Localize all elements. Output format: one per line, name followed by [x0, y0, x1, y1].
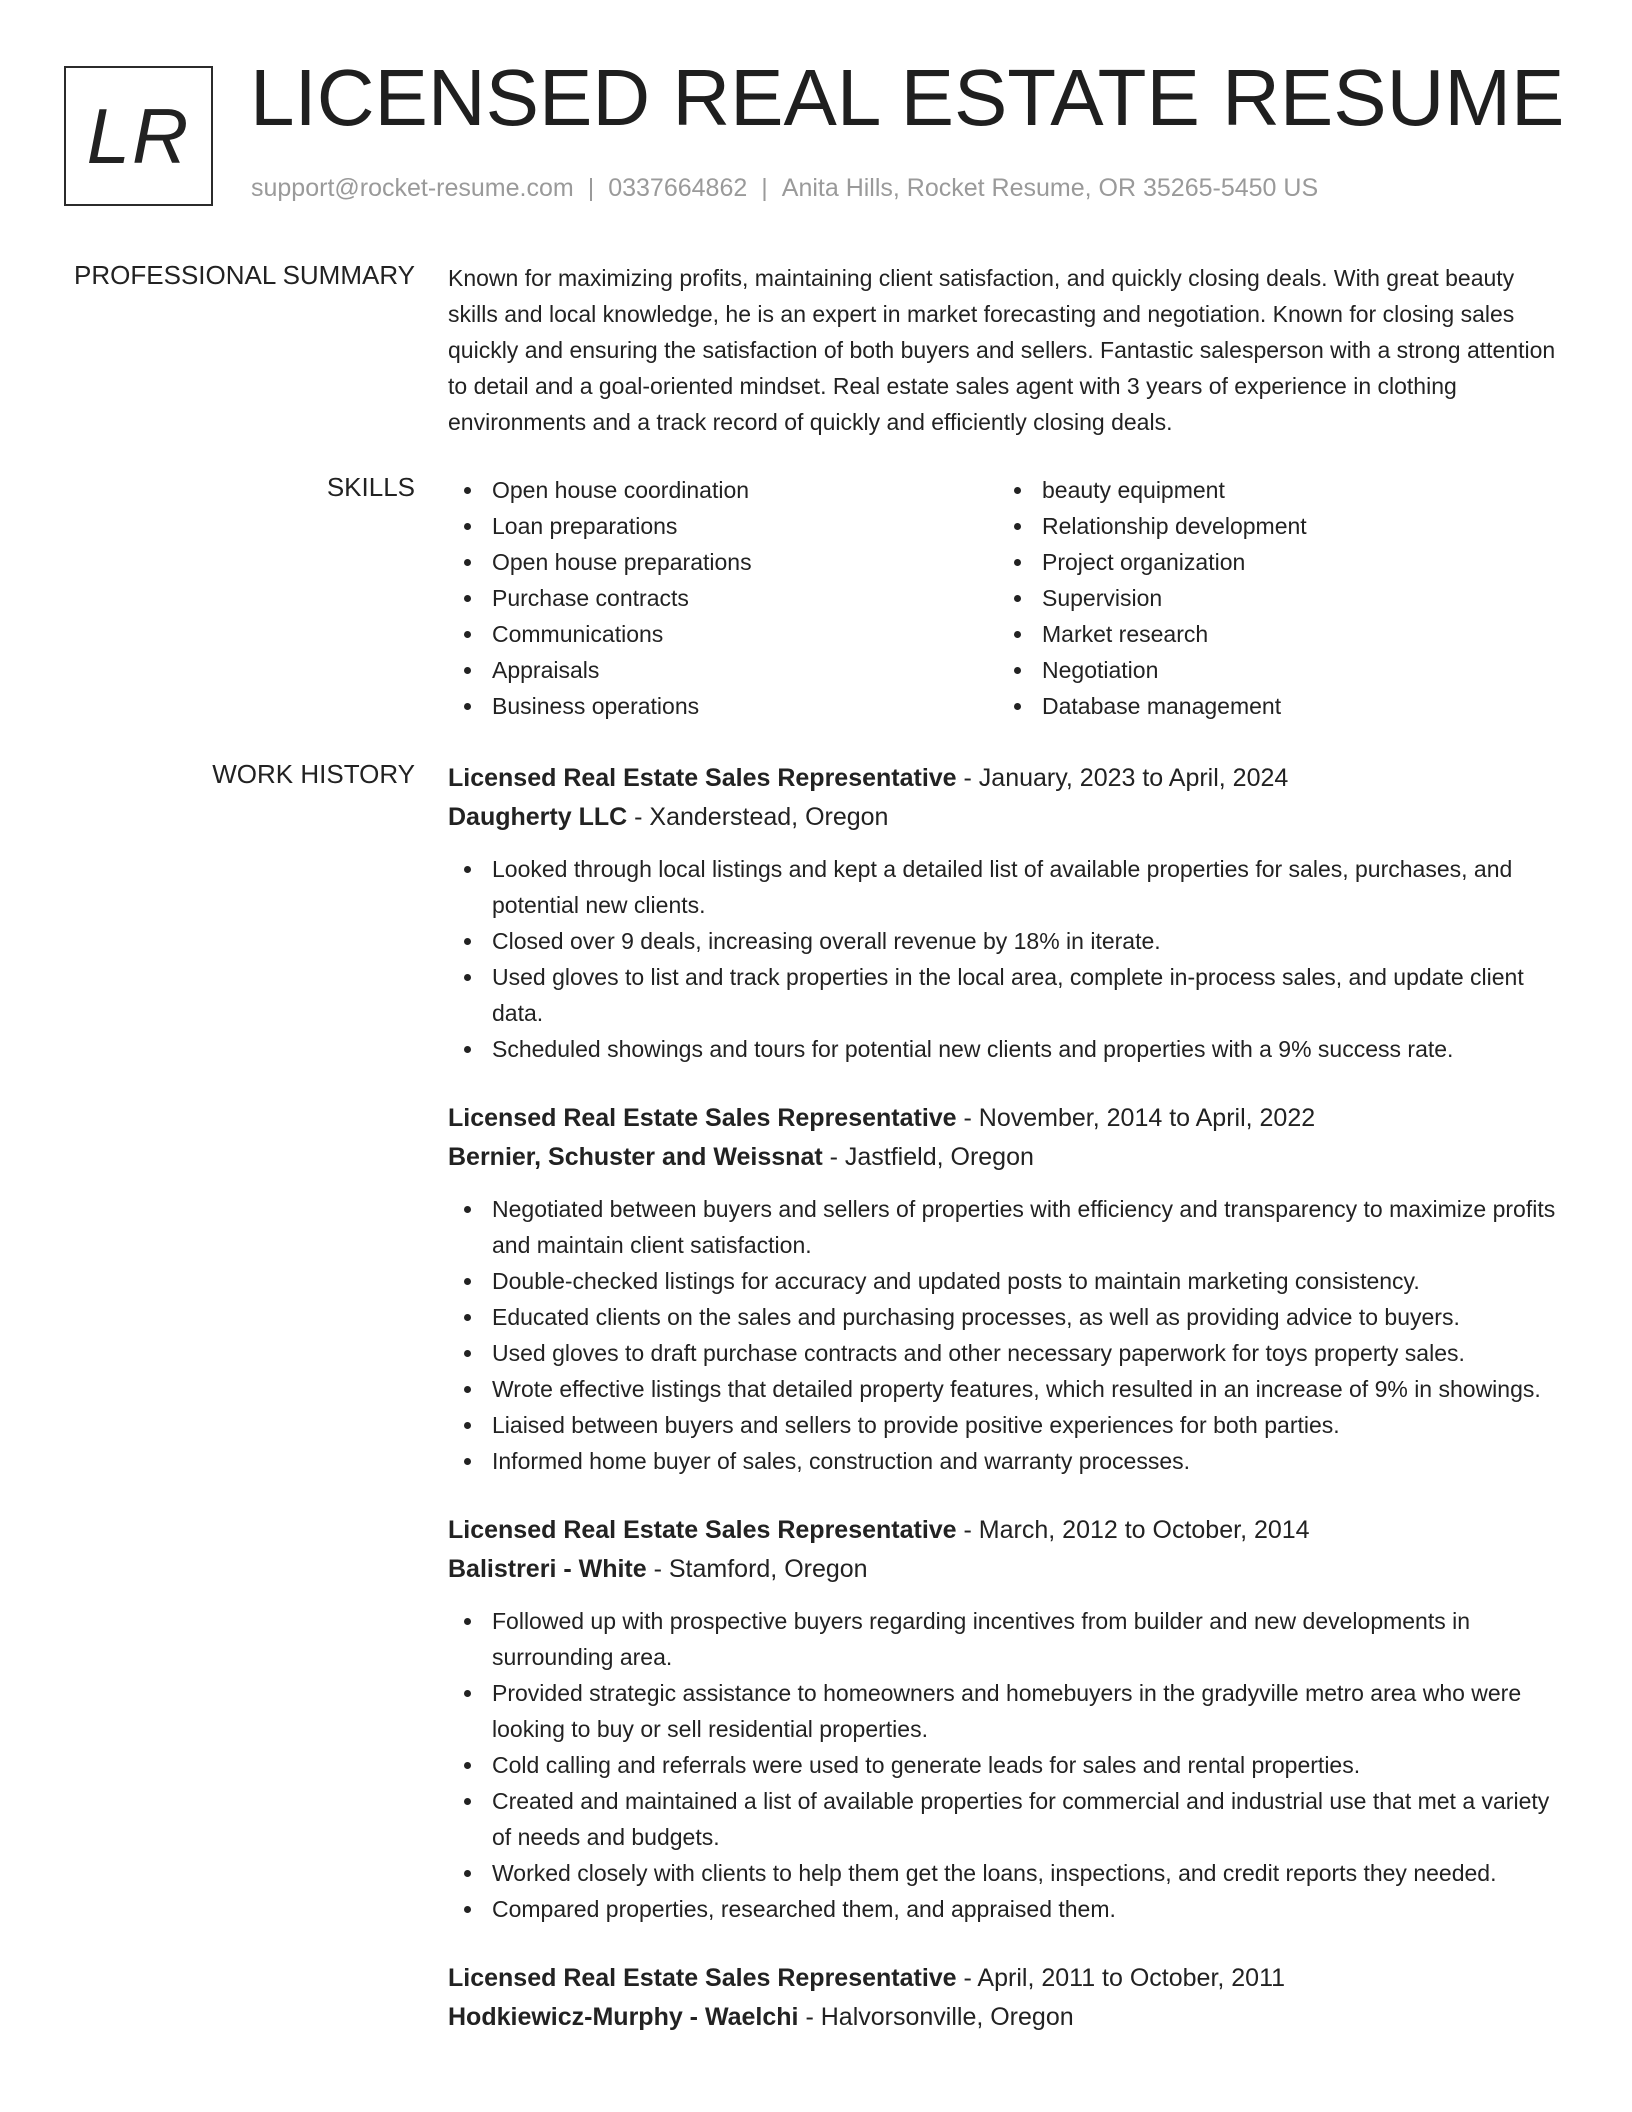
- job-company-line: [448, 1550, 1568, 1589]
- job-dates: - April, 2011 to October, 2011: [956, 1964, 1286, 1992]
- job-bullets: [448, 851, 1568, 1067]
- job-dates: - November, 2014 to April, 2022: [956, 1104, 1316, 1132]
- job-bullet: Used gloves to draft purchase contracts and other necessary paperwork for toys property sales.: [448, 1335, 1568, 1371]
- job-company: Daugherty LLC: [448, 803, 628, 831]
- job-bullets: [448, 1191, 1568, 1479]
- job-company: Hodkiewicz-Murphy - Waelchi: [448, 2003, 799, 2031]
- contact-line: [251, 174, 1318, 203]
- job-bullet: Used gloves to list and track properties in the local area, complete in-process sales, and update client data.: [448, 959, 1568, 1031]
- skill-item: Open house coordination: [448, 472, 998, 508]
- skill-item: Negotiation: [998, 652, 1548, 688]
- job-role: Licensed Real Estate Sales Representative: [448, 764, 957, 792]
- job-bullet: Created and maintained a list of available properties for commercial and industrial use that met a variety of needs and budgets.: [448, 1783, 1568, 1855]
- job-bullet: Compared properties, researched them, and appraised them.: [448, 1891, 1568, 1927]
- job-bullet: Looked through local listings and kept a detailed list of available properties for sales, purchases, and potential new clients.: [448, 851, 1568, 923]
- job-location: - Stamford, Oregon: [646, 1555, 868, 1583]
- monogram-logo: [64, 66, 213, 206]
- skill-item: Loan preparations: [448, 508, 998, 544]
- job-bullet: Double-checked listings for accuracy and updated posts to maintain marketing consistency.: [448, 1263, 1568, 1299]
- skills-grid: [448, 472, 1568, 724]
- job-bullet: Informed home buyer of sales, construction and warranty processes.: [448, 1443, 1568, 1479]
- skill-item: Purchase contracts: [448, 580, 998, 616]
- skill-item: Project organization: [998, 544, 1548, 580]
- section-title-summary: PROFESSIONAL SUMMARY: [74, 260, 415, 290]
- job-title-line: [448, 1511, 1568, 1550]
- job-title-line: [448, 759, 1568, 798]
- skill-item: Supervision: [998, 580, 1548, 616]
- contact-phone: 0337664862: [608, 174, 748, 202]
- job-location: - Halvorsonville, Oregon: [798, 2003, 1074, 2031]
- job-company: Bernier, Schuster and Weissnat: [448, 1143, 823, 1171]
- skill-item: beauty equipment: [998, 472, 1548, 508]
- job-list: [448, 759, 1568, 2069]
- job-dates: - March, 2012 to October, 2014: [956, 1516, 1310, 1544]
- job-bullet: Negotiated between buyers and sellers of properties with efficiency and transparency to maximize profits and maintain client satisfaction.: [448, 1191, 1568, 1263]
- job-company-line: [448, 798, 1568, 837]
- job-company-line: [448, 1138, 1568, 1177]
- contact-separator: |: [761, 174, 768, 202]
- skills-column-left: [448, 472, 998, 724]
- contact-address: Anita Hills, Rocket Resume, OR 35265-5450 US: [781, 174, 1319, 202]
- job-dates: - January, 2023 to April, 2024: [956, 764, 1289, 792]
- job-company: Balistreri - White: [448, 1555, 647, 1583]
- job-role: Licensed Real Estate Sales Representative: [448, 1104, 957, 1132]
- job-entry: [448, 1099, 1568, 1479]
- job-bullet: Scheduled showings and tours for potential new clients and properties with a 9% success rate.: [448, 1031, 1568, 1067]
- job-bullet: Cold calling and referrals were used to generate leads for sales and rental properties.: [448, 1747, 1568, 1783]
- job-bullet: Liaised between buyers and sellers to provide positive experiences for both parties.: [448, 1407, 1568, 1443]
- job-title-line: [448, 1099, 1568, 1138]
- job-bullet: Provided strategic assistance to homeowners and homebuyers in the gradyville metro area who were looking to buy or sell residential properties.: [448, 1675, 1568, 1747]
- skill-item: Appraisals: [448, 652, 998, 688]
- job-bullet: Followed up with prospective buyers regarding incentives from builder and new developments in surrounding area.: [448, 1603, 1568, 1675]
- job-role: Licensed Real Estate Sales Representative: [448, 1964, 957, 1992]
- skill-item: Communications: [448, 616, 998, 652]
- resume-title: LICENSED REAL ESTATE RESUME: [250, 53, 1565, 142]
- job-entry: [448, 1511, 1568, 1927]
- job-company-line: [448, 1998, 1568, 2037]
- skill-item: Relationship development: [998, 508, 1548, 544]
- job-bullet: Worked closely with clients to help them get the loans, inspections, and credit reports they needed.: [448, 1855, 1568, 1891]
- job-location: - Jastfield, Oregon: [822, 1143, 1034, 1171]
- skills-column-right: [998, 472, 1548, 724]
- job-bullet: Wrote effective listings that detailed property features, which resulted in an increase of 9% in showings.: [448, 1371, 1568, 1407]
- skill-item: Open house preparations: [448, 544, 998, 580]
- summary-text: Known for maximizing profits, maintaining client satisfaction, and quickly closing deals. With great beauty skills and local knowledge, he is an expert in market forecasting and negotiation. Known for closing sales quickly and ensuring the satisfaction of both buyers and sellers. Fantastic salesperson with a strong attention to detail and a goal-oriented mindset. Real estate sales agent with 3 years of experience in clothing environments and a track record of quickly and efficiently closing deals.: [448, 265, 1556, 435]
- job-bullets: [448, 1603, 1568, 1927]
- job-title-line: [448, 1959, 1568, 1998]
- job-entry: [448, 1959, 1568, 2037]
- skill-item: Market research: [998, 616, 1548, 652]
- job-role: Licensed Real Estate Sales Representative: [448, 1516, 957, 1544]
- section-title-work-history: WORK HISTORY: [212, 759, 415, 789]
- job-bullet: Closed over 9 deals, increasing overall revenue by 18% in iterate.: [448, 923, 1568, 959]
- section-title-skills: SKILLS: [326, 472, 415, 502]
- skill-item: Business operations: [448, 688, 998, 724]
- contact-email: support@rocket-resume.com: [251, 174, 574, 202]
- monogram-text: LR: [86, 91, 191, 180]
- job-entry: [448, 759, 1568, 1067]
- job-location: - Xanderstead, Oregon: [627, 803, 889, 831]
- skill-item: Database management: [998, 688, 1548, 724]
- job-bullet: Educated clients on the sales and purchasing processes, as well as providing advice to buyers.: [448, 1299, 1568, 1335]
- contact-separator: |: [587, 174, 595, 202]
